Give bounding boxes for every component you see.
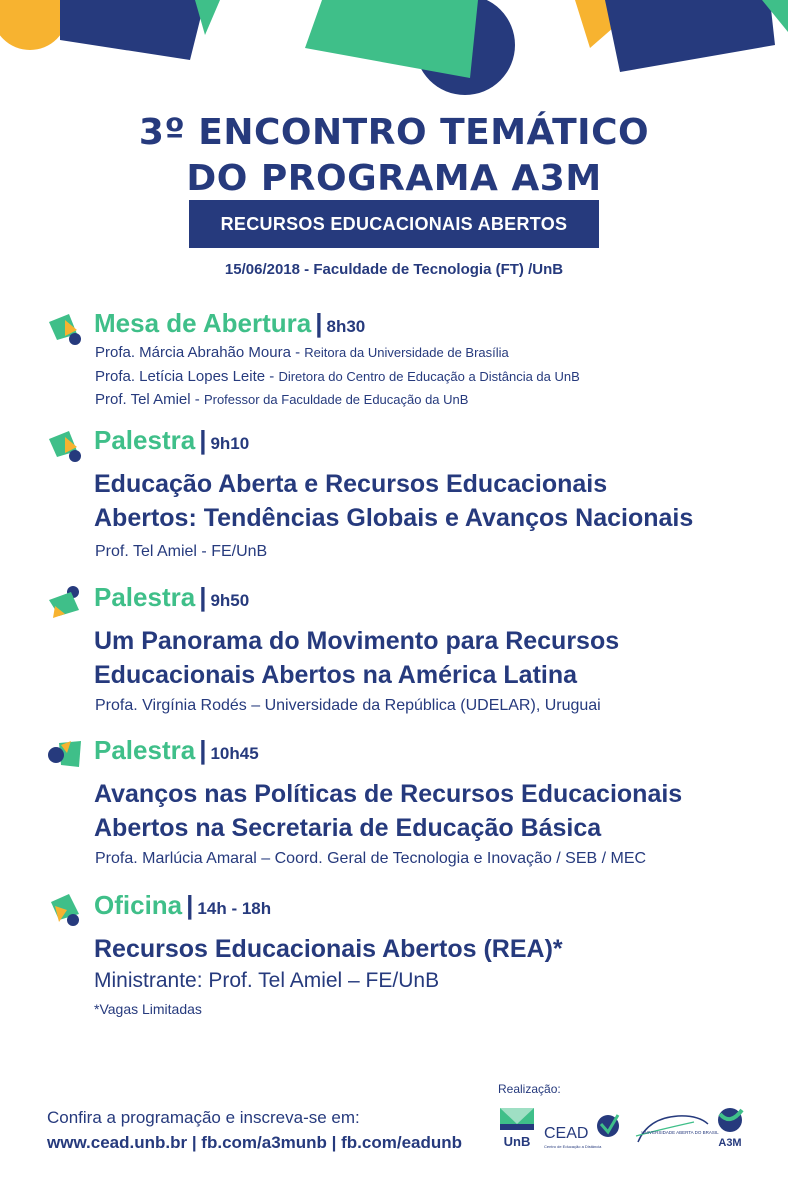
speaker: Prof. Tel Amiel - FE/UnB — [95, 543, 268, 560]
footer-cta — [47, 1105, 462, 1155]
person-role: Reitora da Universidade de Brasília — [304, 345, 509, 360]
a3m-logo — [718, 1108, 742, 1149]
person-name: Profa. Letícia Lopes Leite - — [95, 368, 275, 385]
speaker: Profa. Virgínia Rodés – Universidade da República (UDELAR), Uruguai — [95, 697, 601, 714]
person-role: Professor da Faculdade de Educação da UnB — [203, 392, 469, 407]
ministrante: Ministrante: Prof. Tel Amiel – FE/UnB — [94, 969, 440, 992]
separator: | — [315, 308, 323, 338]
talk-line-2: Abertos: Tendências Globais e Avanços Nacionais — [94, 504, 694, 532]
section-name: Oficina — [94, 890, 183, 920]
section-heading — [94, 890, 271, 921]
section-name: Palestra — [94, 735, 196, 765]
section-time: 9h10 — [210, 434, 250, 453]
cead-logo-text: CEAD — [544, 1125, 589, 1142]
separator: | — [199, 735, 207, 765]
shapes-icon — [47, 892, 83, 928]
separator: | — [186, 890, 194, 920]
talk-line-1: Educação Aberta e Recursos Educacionais — [94, 470, 608, 498]
person-name: Prof. Tel Amiel - — [95, 391, 200, 408]
talk-line-1: Recursos Educacionais Abertos (REA)* — [94, 935, 563, 963]
event-title — [0, 110, 788, 202]
talk-line-1: Avanços nas Políticas de Recursos Educacionais — [94, 780, 683, 808]
section-name: Palestra — [94, 425, 196, 455]
section-time: 14h - 18h — [197, 899, 272, 918]
header-decoration — [0, 0, 788, 110]
talk-line-2: Abertos na Secretaria de Educação Básica — [94, 814, 602, 842]
section-time: 10h45 — [210, 744, 259, 763]
talk-title — [94, 467, 693, 535]
section-name: Palestra — [94, 582, 196, 612]
talk-line-1: Um Panorama do Movimento para Recursos — [94, 627, 620, 655]
unb-logo-text: UnB — [503, 1134, 531, 1149]
speaker: Profa. Marlúcia Amaral – Coord. Geral de Tecnologia e Inovação / SEB / MEC — [95, 850, 647, 867]
partner-logos — [498, 1100, 758, 1160]
title-line-1: 3º ENCONTRO TEMÁTICO — [138, 112, 650, 153]
person-item — [95, 344, 509, 361]
uab-logo-text: UNIVERSIDADE ABERTA DO BRASIL — [641, 1130, 719, 1135]
a3m-logo-text: A3M — [718, 1137, 742, 1149]
footer-cta-text: Confira a programação e inscreva-se em: — [47, 1108, 360, 1127]
talk-title — [94, 624, 619, 692]
unb-logo — [500, 1108, 534, 1149]
realizacao-label: Realização: — [498, 1082, 561, 1096]
subtitle-banner — [189, 200, 599, 248]
shapes-icon — [47, 310, 83, 346]
footer-links[interactable]: www.cead.unb.br | fb.com/a3munb | fb.com/eadunb — [47, 1133, 463, 1152]
shapes-icon — [47, 584, 83, 620]
shapes-icon — [47, 737, 83, 773]
person-name: Profa. Márcia Abrahão Moura - — [95, 344, 301, 361]
separator: | — [199, 582, 207, 612]
shapes-icon — [47, 427, 83, 463]
title-line-2: DO PROGRAMA A3M — [186, 158, 602, 199]
section-heading — [94, 425, 249, 456]
section-heading — [94, 308, 365, 339]
person-item — [95, 368, 580, 385]
section-heading — [94, 735, 259, 766]
separator: | — [199, 425, 207, 455]
uab-logo — [636, 1116, 719, 1142]
person-role: Diretora do Centro de Educação a Distância da UnB — [278, 369, 580, 384]
cead-logo-subtext: Centro de Educação a Distância — [544, 1144, 602, 1149]
limited-spots-note: *Vagas Limitadas — [94, 1001, 202, 1017]
section-time: 9h50 — [210, 591, 250, 610]
section-heading — [94, 582, 249, 613]
cead-logo — [544, 1115, 619, 1149]
talk-title — [94, 777, 682, 845]
section-name: Mesa de Abertura — [94, 308, 312, 338]
talk-line-2: Educacionais Abertos na América Latina — [94, 661, 578, 689]
talk-title — [94, 932, 563, 966]
person-item — [95, 391, 468, 408]
section-time: 8h30 — [326, 317, 366, 336]
subtitle-text: RECURSOS EDUCACIONAIS ABERTOS — [220, 213, 568, 234]
date-place: 15/06/2018 - Faculdade de Tecnologia (FT) /UnB — [224, 261, 564, 278]
